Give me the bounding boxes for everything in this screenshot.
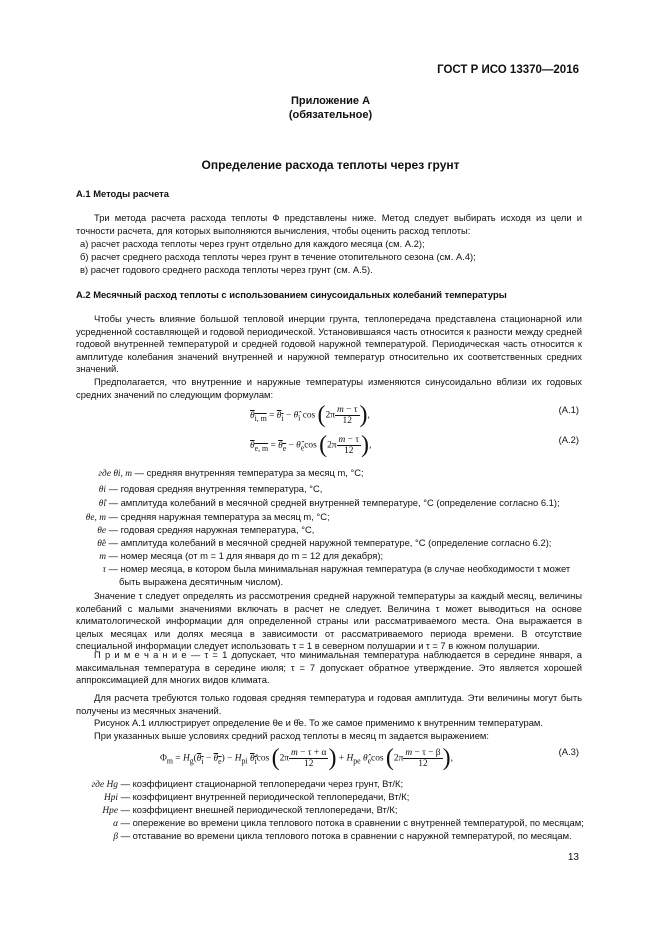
formula-a1: $\theta_{i, m} = \theta_i$ − $\thetâ_i$ cos (2π $\frac{m - \tau}{12}$ ), [250, 402, 370, 428]
section-a1-heading: А.1 Методы расчета [76, 188, 169, 199]
list-item-b: б) расчет среднего расхода теплоты через грунт в течение отопительного сезона (см. А.4); [80, 251, 476, 262]
definition-row: θ̂e — амплитуда колебаний в месячной средней наружной температуре, °С (определение согласно 6.2); [97, 537, 552, 549]
definition-row: m — номер месяца (от m = 1 для января до m = 12 для декабря); [99, 550, 384, 562]
definition-row: Hpe — коэффициент внешней периодической теплопередачи, Вт/К; [102, 804, 398, 816]
definition-row: Hpi — коэффициент внутренней периодической теплопередачи, Вт/К; [103, 791, 410, 803]
section-a2-heading: А.2 Месячный расход теплоты с использованием синусоидальных колебаний температуры [76, 289, 507, 300]
section-a2-paragraph-4: Для расчета требуются только годовая средняя температура и годовая амплитуда. Эти величины могут быть получены из месячных значений. [76, 692, 582, 716]
list-item-a: а) расчет расхода теплоты через грунт отдельно для каждого месяца (см. А.2); [80, 238, 425, 249]
note: П р и м е ч а н и е — τ = 1 допускает, что минимальная температура наблюдается в середине января, а максимальная температура в середине июля; τ = 7 допускает обратное утверждение. Это является хорошей аппроксимацией для многих видов климата. [76, 649, 582, 686]
appendix-subtitle: (обязательное) [288, 109, 373, 121]
definition-row: где θi, m — средняя внутренняя температура за месяц m, °С; [98, 467, 364, 479]
formula-a2-number: (А.2) [558, 434, 579, 445]
appendix-title: Приложение А [290, 95, 371, 107]
section-a1-paragraph: Три метода расчета расхода теплоты Ф представлены ниже. Метод следует выбирать исходя из цели и точности расчета, для которых выполняются вычисления, чтобы оценить расход теплоты: [76, 212, 582, 236]
section-a2-paragraph-1: Чтобы учесть влияние большой тепловой инерции грунта, теплопередача представлена стационарной или усредненной составляющей и годовой периодической. Установившаяся часть относится к разности между средней годовой внутренней температурой и средней годовой наружной температурой. Периодическая часть относится к амплитуде колебания значений внутренней и наружной температур относительно их соответственных средних значений. [76, 313, 582, 375]
main-title: Определение расхода теплоты через грунт [201, 158, 460, 172]
definition-row: где Hg — коэффициент стационарной теплопередачи через грунт, Вт/К; [91, 778, 404, 790]
section-a2-paragraph-5: Рисунок А.1 иллюстрирует определение θe и θ̂e. То же самое применимо к внутренним температурам. [94, 717, 543, 728]
definition-continuation: быть выражена десятичным числом). [119, 576, 284, 587]
list-item-c: в) расчет годового среднего расхода теплоты через грунт (см. А.5). [80, 264, 373, 275]
definition-row: θ̂i — амплитуда колебаний в месячной средней внутренней температуре, °С (определение согласно 6.1); [98, 497, 560, 509]
definition-row: θi — годовая средняя внутренняя температура, °С, [98, 483, 323, 495]
section-a2-paragraph-3: Значение τ следует определять из рассмотрения средней наружной температуры за каждый месяц, величины колебаний с малыми значениями включать в расчет не следует. Величина τ может выводиться на основе климатологической информации для определенной страны или рассматриваемого места. Она выражается в целых месяцах или долях месяца в зависимости от рассматриваемого периода времени. В отсутствие специальной информации следует использовать τ = 1 в северном полушарии и τ = 7 в южном полушарии. [76, 590, 582, 652]
formula-a3: $\Phi_m = H_g(\theta_i - \theta_e) - H_{pi}$ $\thetâ_i\cos$ (2π $\frac{m - \tau + \alpha}{12}$ ) + $H_{pe}$ $\thetâ_e\cos$ (2π $\frac{m - \tau - \beta}{12}$ ), [160, 745, 453, 771]
definition-row: β — отставание во времени цикла теплового потока в сравнении с наружной температурой, по месяцам. [113, 830, 572, 842]
section-a2-paragraph-2: Предполагается, что внутренние и наружные температуры изменяются синусоидально вблизи их годовых средних значений по следующим формулам: [76, 376, 582, 400]
definition-row: θe — годовая средняя наружная температура, °С, [97, 524, 315, 536]
section-a2-paragraph-6: При указанных выше условиях средний расход теплоты в месяц m задается выражением: [94, 730, 489, 741]
page-number: 13 [567, 852, 579, 863]
formula-a3-number: (А.3) [558, 746, 579, 757]
formula-a2: $\theta_{e, m} = \theta_e$ − $\thetâ_e\cos$ (2π $\frac{m - \tau}{12}$ ), [250, 432, 372, 458]
definition-row: τ — номер месяца, в котором была минимальная наружная температура (в случае необходимости τ может [102, 563, 571, 575]
formula-a1-number: (А.1) [558, 404, 579, 415]
standard-code: ГОСТ Р ИСО 13370—2016 [437, 64, 579, 76]
definition-row: α — опережение во времени цикла теплового потока в сравнении с внутренней температурой, по месяцам; [113, 817, 584, 829]
definition-row: θe, m — средняя наружная температура за месяц m, °С; [85, 511, 330, 523]
